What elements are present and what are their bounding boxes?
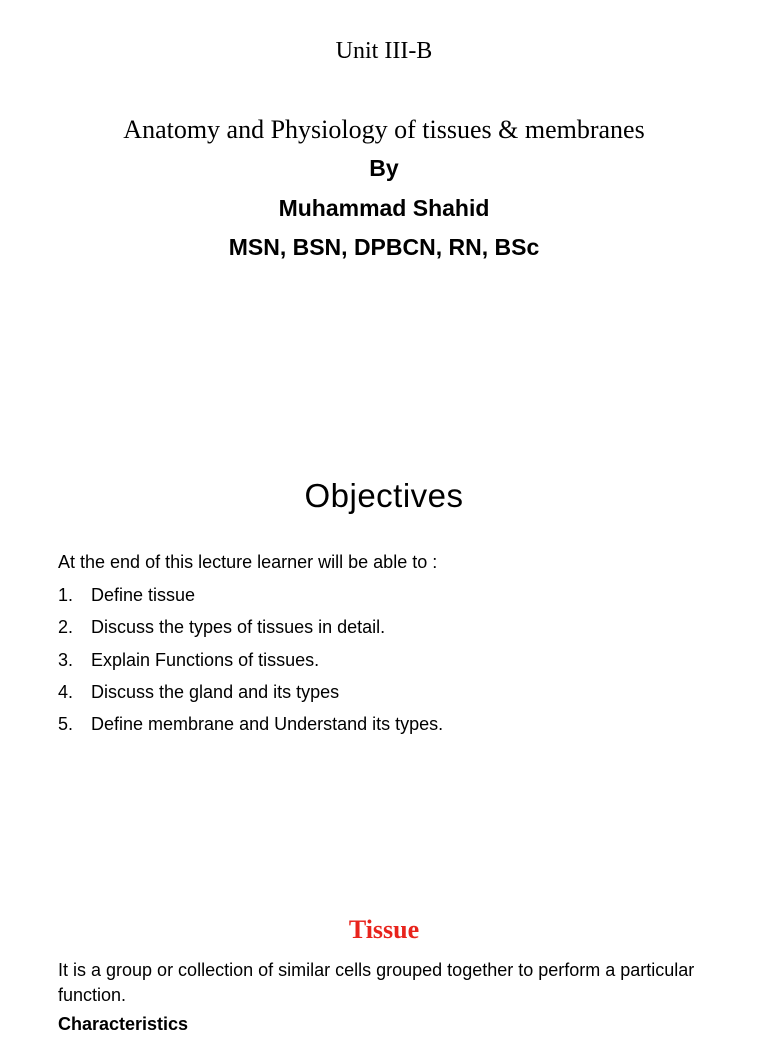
- lecture-title: Anatomy and Physiology of tissues & membranes: [123, 115, 645, 144]
- unit-label: Unit III-B: [335, 38, 433, 64]
- tissue-definition: It is a group or collection of similar cells grouped together to perform a particular function.: [58, 960, 695, 1005]
- objectives-heading: Objectives: [304, 477, 464, 514]
- objective-number: 2.: [58, 617, 74, 638]
- objective-item: [58, 582, 443, 614]
- objective-item: [58, 614, 443, 646]
- objective-number: 1.: [58, 585, 74, 605]
- objective-text: Discuss the types of tissues in detail.: [91, 617, 386, 638]
- objective-item: [58, 647, 443, 679]
- objective-text: Discuss the gland and its types: [91, 681, 340, 702]
- objective-text: Define membrane and Understand its types.: [91, 714, 444, 735]
- objective-item: [58, 679, 443, 711]
- objective-text: Define tissue: [91, 585, 196, 605]
- author-name: Muhammad Shahid: [278, 195, 490, 221]
- objective-number: 4.: [58, 681, 74, 702]
- objectives-list: [58, 582, 443, 743]
- objective-number: 5.: [58, 714, 74, 735]
- tissue-heading: Tissue: [348, 915, 420, 944]
- objectives-intro: At the end of this lecture learner will be able to :: [58, 552, 438, 572]
- by-label: By: [369, 155, 399, 181]
- author-credentials: MSN, BSN, DPBCN, RN, BSc: [228, 234, 540, 260]
- characteristics-heading: Characteristics: [58, 1014, 189, 1034]
- objective-item: [58, 711, 443, 743]
- objective-number: 3.: [58, 649, 74, 670]
- objective-text: Explain Functions of tissues.: [91, 649, 320, 670]
